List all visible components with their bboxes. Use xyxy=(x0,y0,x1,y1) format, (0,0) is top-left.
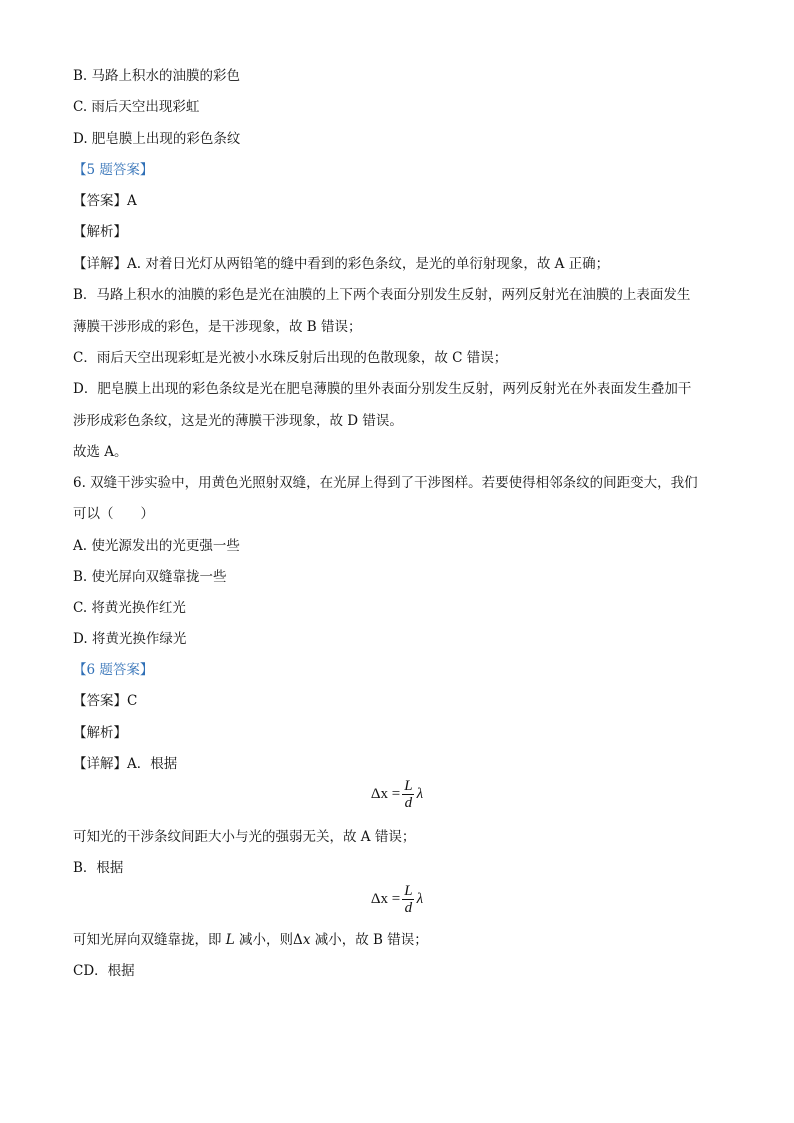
answer-heading-6: 【6 题答案】 xyxy=(73,662,154,678)
formula-fraction xyxy=(402,778,414,811)
explanation-line: 【详解】A．根据 xyxy=(73,756,178,772)
option-d: D. 肥皂膜上出现的彩色条纹 xyxy=(73,131,241,147)
variable-l: L xyxy=(225,932,235,948)
answer-5: 【答案】A xyxy=(73,193,137,209)
formula-rhs: λ xyxy=(416,891,424,907)
answer-6: 【答案】C xyxy=(73,693,138,709)
formula-lhs: Δx = xyxy=(370,786,401,802)
option-b: B. 马路上积水的油膜的彩色 xyxy=(73,68,241,84)
explanation-line: B．马路上积水的油膜的彩色是光在油膜的上下两个表面分别发生反射，两列反射光在油膜的上表面发生 xyxy=(73,287,691,303)
formula-lhs: Δx = xyxy=(370,891,401,907)
formula-rhs: λ xyxy=(416,786,424,802)
option-c: C. 雨后天空出现彩虹 xyxy=(73,99,200,115)
option-a: A. 使光源发出的光更强一些 xyxy=(73,538,240,554)
option-d: D. 将黄光换作绿光 xyxy=(73,631,187,647)
text-segment: 减小，则Δ xyxy=(234,932,303,948)
fringe-spacing-formula xyxy=(0,883,794,916)
question-6-stem: 6. 双缝干涉实验中，用黄色光照射双缝，在光屏上得到了干涉图样。若要使得相邻条纹的间距变大，我们 xyxy=(73,475,698,491)
question-6-stem-cont: 可以（ ） xyxy=(73,506,154,522)
formula-denominator: d xyxy=(404,795,413,811)
formula-numerator: L xyxy=(404,883,413,899)
explanation-line: 【详解】A. 对着日光灯从两铅笔的缝中看到的彩色条纹，是光的单衍射现象，故 A 正确； xyxy=(73,256,610,272)
explanation-line xyxy=(73,931,428,949)
fringe-spacing-formula xyxy=(0,778,794,811)
formula-denominator: d xyxy=(404,900,413,916)
explanation-line: D．肥皂膜上出现的彩色条纹是光在肥皂薄膜的里外表面分别发生反射，两列反射光在外表面发生叠加干 xyxy=(73,381,692,397)
explanation-line: B．根据 xyxy=(73,860,124,876)
explanation-line: 可知光的干涉条纹间距大小与光的强弱无关，故 A 错误； xyxy=(73,829,416,845)
analysis-label-5: 【解析】 xyxy=(73,224,127,240)
text-segment: 可知光屏向双缝靠拢，即 xyxy=(73,932,226,948)
analysis-label-6: 【解析】 xyxy=(73,725,127,741)
text-segment: 减小，故 B 错误； xyxy=(310,932,428,948)
formula-fraction xyxy=(402,883,414,916)
answer-heading-5: 【5 题答案】 xyxy=(73,162,154,178)
option-b: B. 使光屏向双缝靠拢一些 xyxy=(73,569,227,585)
explanation-line: 涉形成彩色条纹，这是光的薄膜干涉现象，故 D 错误。 xyxy=(73,413,403,429)
formula-numerator: L xyxy=(404,778,413,794)
explanation-line: CD．根据 xyxy=(73,963,135,979)
variable-x: x xyxy=(302,932,311,948)
explanation-line: C．雨后天空出现彩虹是光被小水珠反射后出现的色散现象，故 C 错误； xyxy=(73,350,508,366)
explanation-line: 薄膜干涉形成的彩色，是干涉现象，故 B 错误； xyxy=(73,319,362,335)
option-c: C. 将黄光换作红光 xyxy=(73,600,186,616)
conclusion: 故选 A。 xyxy=(73,444,128,460)
